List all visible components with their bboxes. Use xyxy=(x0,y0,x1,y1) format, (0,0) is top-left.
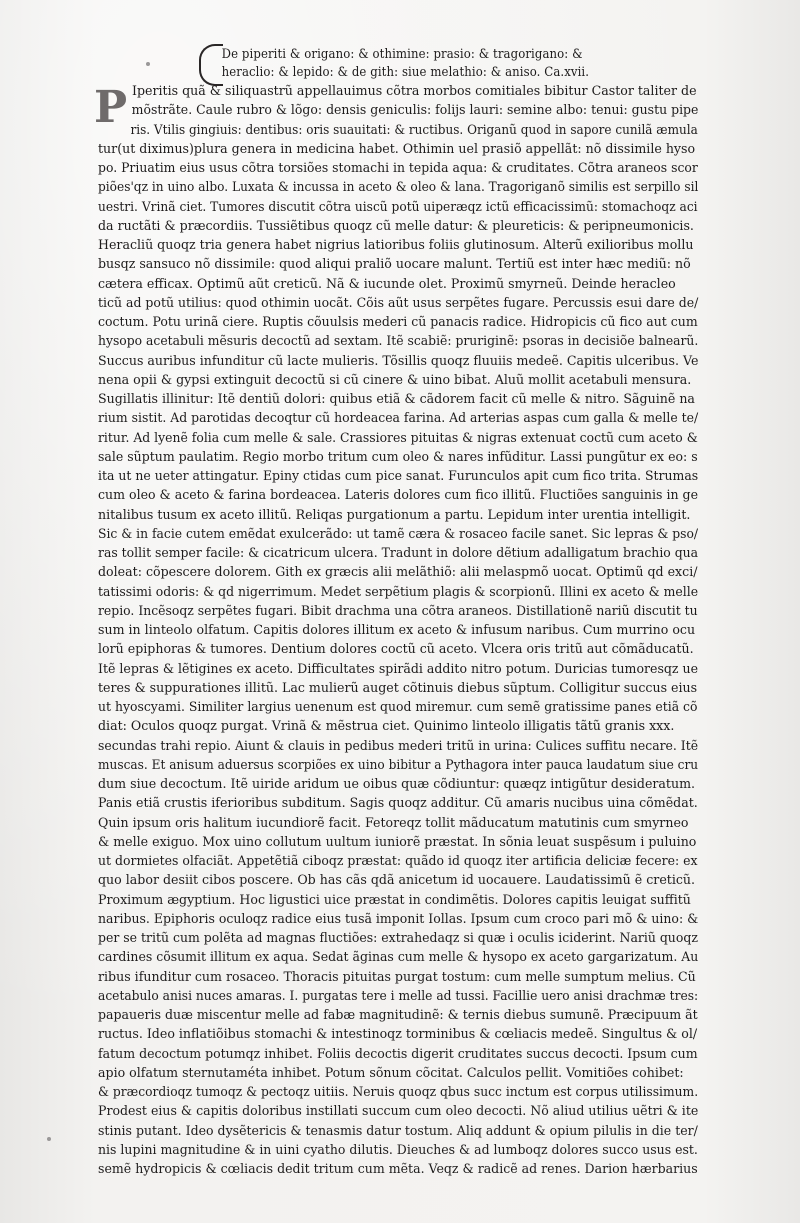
text-line: & præcordioqz tumoqz & pectoqz uitiis. Neruis quoqz qbus succ inctum est corpus utilissimum. xyxy=(98,1084,699,1099)
text-line: sum in linteolo olfatum. Capitis dolores illitum ex aceto & infusum naribus. Cum murrino ocu xyxy=(98,622,696,637)
text-line: Heracliũ quoqz tria genera habet nigrius latioribus foliis glutinosum. Alterũ exilioribus mollu xyxy=(98,237,694,252)
text-line: stinis putant. Ideo dysẽtericis & tenasmis datur tostum. Aliq addunt & opium pilulis in die ter/ xyxy=(98,1122,698,1138)
text-line: dum siue decoctum. Itẽ uiride aridum ue oibus quæ cõdiuntur: quæqz intigũtur desideratum. xyxy=(98,776,696,791)
text-line: Itẽ lepras & lẽtigines ex aceto. Difficultates spirãdi addito nitro potum. Duricias tumoresqz ue xyxy=(98,660,699,676)
text-line: ita ut ne ueter attingatur. Epiny ctidas cum pice sanat. Furunculos apit cum fico trita. Strumas xyxy=(98,468,699,483)
text-line: Iperitis quã & siliquastrũ appellauimus cõtra morbos comitiales bibitur Castor taliter de xyxy=(132,83,697,98)
drop-cap-initial: P xyxy=(94,82,128,133)
text-line: repio. Incẽsoqz serpẽtes fugari. Bibit drachma una cõtra araneos. Distillationẽ nariũ discutit tu xyxy=(98,602,698,618)
text-line: cætera efficax. Optimũ aũt creticũ. Nã & iucunde olet. Proximũ smyrneũ. Deinde heracleo xyxy=(98,275,676,291)
paper-speck xyxy=(47,1137,51,1141)
text-line: cum oleo & aceto & farina bordeacea. Lateris dolores cum fico illitũ. Fluctiões sanguinis in ge xyxy=(98,487,699,503)
text-line: da ructãti & præcordiis. Tussiẽtibus quoqz cũ melle datur: & pleureticis: & peripneumonicis. xyxy=(98,217,694,233)
text-line: ructus. Ideo inflatiõibus stomachi & intestinoqz torminibus & cœliacis medeẽ. Singultus & ol/ xyxy=(98,1026,698,1042)
text-line: rium sistit. Ad parotidas decoqtur cũ hordeacea farina. Ad arterias aspas cum galla & melle te/ xyxy=(98,410,699,426)
text-line: Succus auribus infunditur cũ lacte mulieris. Tõsillis quoqz fluuiis medeẽ. Capitis ulceribus. Ve xyxy=(98,352,699,368)
text-line: papaueris duæ miscentur melle ad fabæ magnitudinẽ: & ternis diebus sumunẽ. Præcipuum ãt xyxy=(98,1007,698,1022)
text-line: ras tollit semper facile: & cicatricum ulcera. Tradunt in dolore dẽtium adalligatum brachio qua xyxy=(98,545,699,560)
text-line: secundas trahi repio. Aiunt & clauis in pedibus mederi tritũ in urina: Culices suffitu necare. Itẽ xyxy=(98,737,699,753)
text-line: ut dormietes olfaciãt. Appetẽtiã ciboqz præstat: quãdo id quoqz iter artificia deliciæ fecere: ex xyxy=(98,853,698,868)
text-line: acetabulo anisi nuces amaras. I. purgatas tere i melle ad tussi. Facillie uero anisi drachmæ tres: xyxy=(98,987,699,1003)
text-line: Proximum ægyptium. Hoc ligustici uice præstat in condimẽtis. Dolores capitis leuigat suffitũ xyxy=(98,891,691,907)
text-line: Quin ipsum oris halitum iucundiorẽ facit. Fetoreqz tollit mãducatum matutinis cum smyrneo xyxy=(98,814,689,830)
body-text xyxy=(98,81,698,1178)
text-line: muscas. Et anisum aduersus scorpiões ex uino bibitur a Pythagora inter pauca laudatum siue cru xyxy=(98,756,699,772)
text-line: sale sũptum paulatim. Regio morbo tritum cum oleo & nares infũditur. Lassi pungũtur ex eo: s xyxy=(98,448,698,464)
text-line: po. Priuatim eius usus cõtra torsiões stomachi in tepida aqua: & cruditates. Cõtra araneos scor xyxy=(98,160,698,175)
text-line: ribus ifunditur cum rosaceo. Thoracis pituitas purgat tostum: cum melle sumptum melius. Cũ xyxy=(98,968,696,984)
text-line: uestri. Vrinã ciet. Tumores discutit cõtra uiscũ potũ uiperæqz ictũ efficacissimũ: stomachoqz aci xyxy=(98,198,698,214)
heading-line: De piperiti & origano: & othimine: prasio: & tragorigano: & xyxy=(221,47,583,62)
paper-speck xyxy=(146,62,150,66)
text-line: semẽ hydropicis & cœliacis dedit tritum cum mẽta. Veqz & radicẽ ad renes. Darion hærbarius xyxy=(98,1161,698,1176)
text-line: Sugillatis illinitur: Itẽ dentiũ dolori: quibus etiã & cãdorem facit cũ melle & nitro. Sãguinẽ na xyxy=(98,391,695,406)
text-line: tur(ut diximus)plura genera in medicina habet. Othimin uel prasiõ appellãt: nõ dissimile hyso xyxy=(98,140,696,156)
text-line: & melle exiguo. Mox uino collutum uultum iuniorẽ præstat. In sõnia leuat suspẽsum i puluino xyxy=(98,833,697,849)
text-line: apio olfatum sternutaméta inhibet. Potum sõnum cõcitat. Calculos pellit. Vomitiões cohibet: xyxy=(98,1064,684,1080)
text-line: nena opii & gypsi extinguit decoctũ si cũ cinere & uino bibat. Aluũ mollit acetabuli mensura. xyxy=(98,371,692,387)
text-line: hysopo acetabuli mẽsuris decoctũ ad sextam. Itẽ scabiẽ: pruriginẽ: psoras in decisiõe balnearũ. xyxy=(98,333,699,349)
text-line: ritur. Ad lyenẽ folia cum melle & sale. Crassiores pituitas & nigras extenuat coctũ cum aceto & xyxy=(98,429,698,445)
text-line: busqz sansuco nõ dissimile: quod aliqui praliõ uocare malunt. Tertiũ est inter hæc mediũ: nõ xyxy=(98,256,691,272)
text-line: naribus. Epiphoris oculoqz radice eius tusã imponit Iollas. Ipsum cum croco pari mõ & uino: & xyxy=(98,910,699,926)
chapter-heading xyxy=(204,46,590,82)
text-line: per se tritũ cum polẽta ad magnas fluctiões: extrahedaqz si quæ i oculis iciderint. Nariũ quoqz xyxy=(98,930,698,945)
text-line: Prodest eius & capitis doloribus instillati succum cum oleo decocti. Nõ aliud utilius uẽtri & ite xyxy=(98,1103,699,1119)
text-line: ris. Vtilis gingiuis: dentibus: oris suauitati: & ructibus. Origanũ quod in sapore cunilã æmula xyxy=(130,121,698,137)
heading-line: heraclio: & lepido: & de gith: siue melathio: & aniso. Ca.xvii. xyxy=(221,65,590,80)
text-line: ticũ ad potũ utilius: quod othimin uocãt. Cõis aũt usus serpẽtes fugare. Percussis esui dare de/ xyxy=(98,294,699,310)
text-line: tatissimi odoris: & qd nigerrimum. Medet serpẽtium plagis & scorpionũ. Illini ex aceto & melle xyxy=(98,583,699,599)
text-line: teres & suppurationes illitũ. Lac mulierũ auget cõtinuis diebus sũptum. Colligitur succus eius xyxy=(98,679,698,695)
text-line: Panis etiã crustis iferioribus subditum. Sagis quoqz additur. Cũ amaris nucibus uina cõmẽdat. xyxy=(98,795,698,811)
text-line: nitalibus tusum ex aceto illitũ. Reliqas purgationum a partu. Lepidum inter urentia intelligit. xyxy=(98,506,691,522)
text-line: doleat: cõpescere dolorem. Gith ex græcis alii melãthiõ: alii melaspmõ uocat. Optimũ qd exci/ xyxy=(98,564,698,580)
text-line: quo labor desiit cibos poscere. Ob has cãs qdã anicetum id uocauere. Laudatissimũ ẽ creticũ. xyxy=(98,872,696,888)
text-line: Sic & in facie cutem emẽdat exulcerãdo: ut tamẽ cæra & rosaceo facile sanet. Sic lepras & pso/ xyxy=(98,525,699,541)
text-line: coctum. Potu urinã ciere. Ruptis cõuulsis mederi cũ panacis radice. Hidropicis cũ fico aut cum xyxy=(98,314,698,329)
text-line: lorũ epiphoras & tumores. Dentium dolores coctũ cũ aceto. Vlcera oris tritũ aut cõmãducatũ. xyxy=(98,641,694,657)
text-line: fatum decoctum potumqz inhibet. Foliis decoctis digerit cruditates succus decocti. Ipsum cum xyxy=(98,1045,698,1061)
text-line: ut hyoscyami. Similiter largius uenenum est quod miremur. cum semẽ gratissime panes etiã cõ xyxy=(98,699,698,714)
text-line: nis lupini magnitudine & in uini cyatho dilutis. Dieuches & ad lumboqz dolores succo usus est. xyxy=(98,1141,698,1157)
text-line: mõstrãte. Caule rubro & lõgo: densis geniculis: folijs lauri: semine albo: tenui: gustu pipe xyxy=(131,102,699,118)
text-line: diat: Oculos quoqz purgat. Vrinã & mẽstrua ciet. Quinimo linteolo illigatis tãtũ granis xxx. xyxy=(98,718,675,734)
text-line: piões'qz in uino albo. Luxata & incussa in aceto & oleo & lana. Tragoriganõ similis est serpillo sil xyxy=(98,179,699,195)
text-line: cardines cõsumit illitum ex aqua. Sedat ãginas cum melle & hysopo ex aceto gargarizatum. Au xyxy=(98,949,699,965)
